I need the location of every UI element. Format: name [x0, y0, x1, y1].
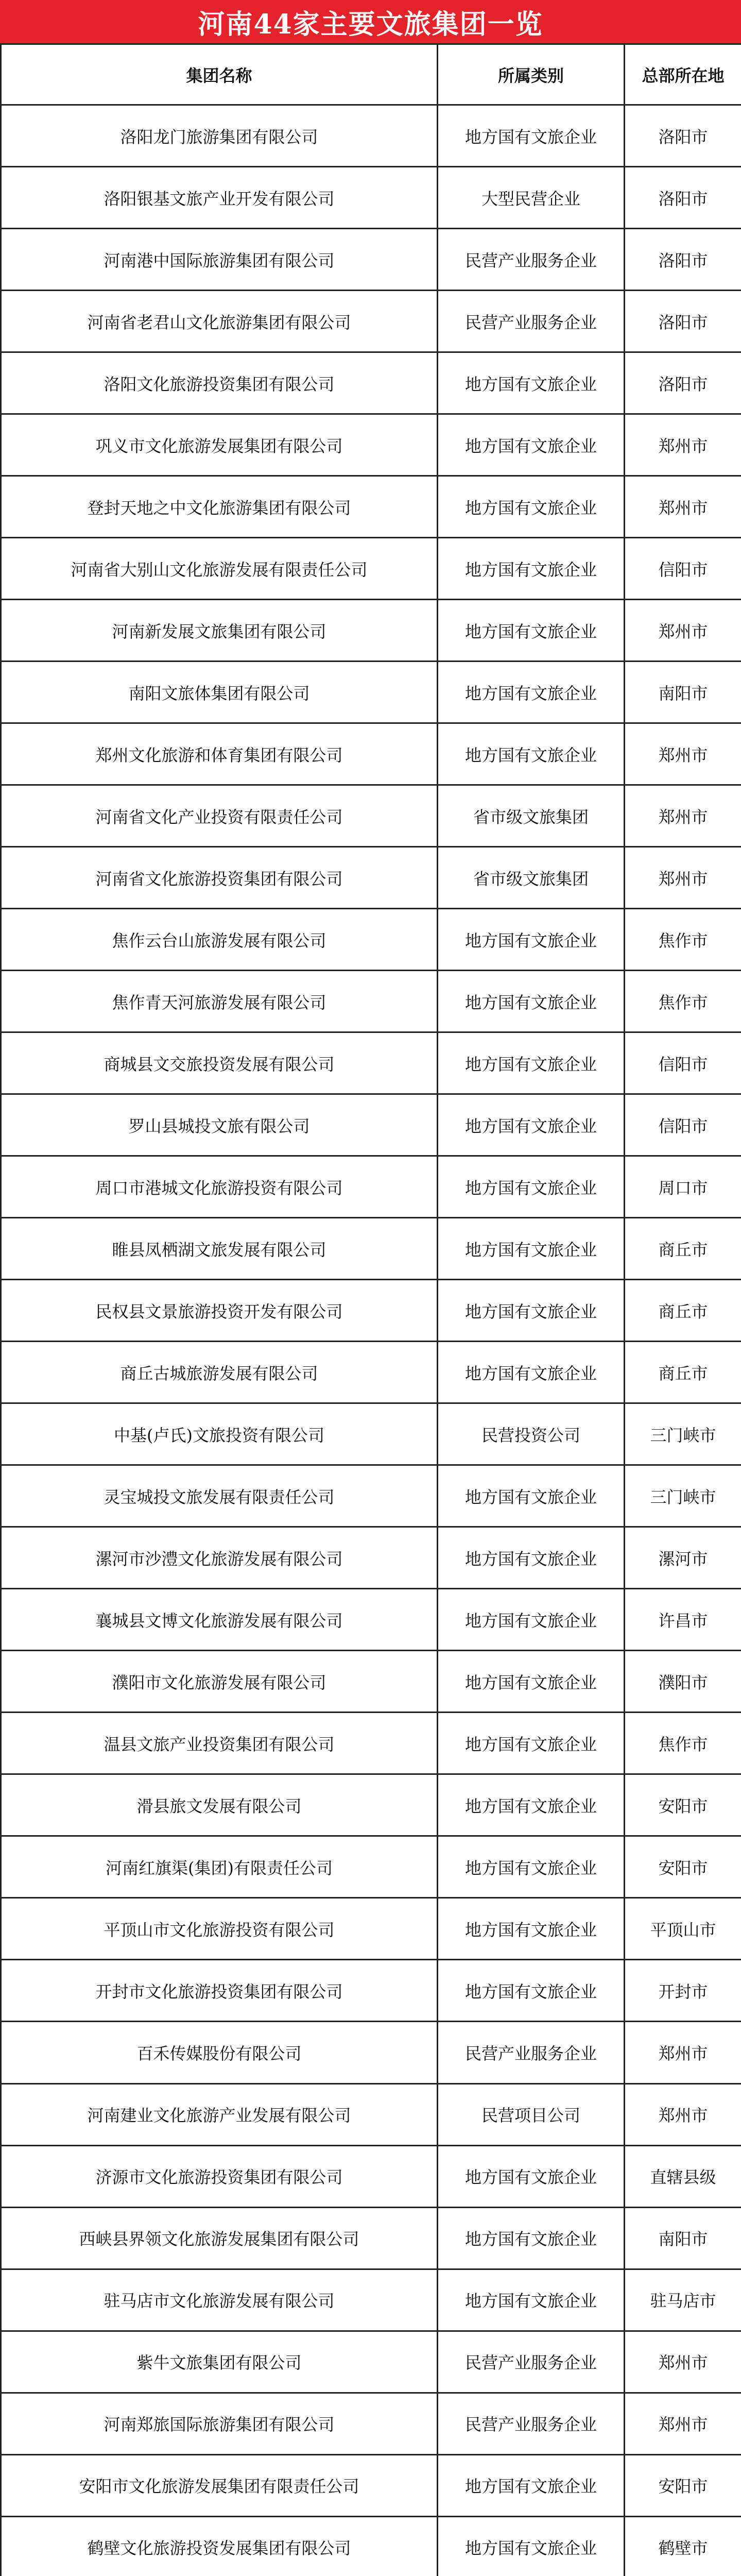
- category-cell: 地方国有文旅企业: [438, 1032, 625, 1094]
- table-row: [1, 2083, 741, 2145]
- category-cell: 省市级文旅集团: [438, 785, 625, 847]
- table-row: [1, 1651, 741, 1713]
- group-name-cell: 商城县文交旅投资发展有限公司: [1, 1032, 438, 1094]
- group-name-cell: 河南建业文化旅游产业发展有限公司: [1, 2083, 438, 2145]
- location-cell: 焦作市: [625, 1713, 741, 1774]
- table-row: [1, 2393, 741, 2454]
- category-cell: 地方国有文旅企业: [438, 414, 625, 476]
- group-name-cell: 漯河市沙澧文化旅游发展有限公司: [1, 1527, 438, 1589]
- group-name-cell: 罗山县城投文旅有限公司: [1, 1094, 438, 1156]
- table-row: [1, 2269, 741, 2331]
- category-cell: 地方国有文旅企业: [438, 1156, 625, 1218]
- location-cell: 郑州市: [625, 847, 741, 909]
- category-cell: 民营投资公司: [438, 1403, 625, 1465]
- group-name-cell: 登封天地之中文化旅游集团有限公司: [1, 476, 438, 538]
- header-name: 集团名称: [1, 44, 438, 105]
- category-cell: 地方国有文旅企业: [438, 1218, 625, 1280]
- location-cell: 直辖县级: [625, 2145, 741, 2207]
- location-cell: 濮阳市: [625, 1651, 741, 1713]
- location-cell: 商丘市: [625, 1280, 741, 1342]
- table-header-row: [1, 44, 741, 105]
- table-row: [1, 1094, 741, 1156]
- group-name-cell: 河南省老君山文化旅游集团有限公司: [1, 291, 438, 352]
- table-row: [1, 785, 741, 847]
- table-body: [1, 105, 741, 2576]
- category-cell: 地方国有文旅企业: [438, 1094, 625, 1156]
- table-row: [1, 1403, 741, 1465]
- table-row: [1, 2022, 741, 2083]
- table-row: [1, 2516, 741, 2576]
- location-cell: 南阳市: [625, 2207, 741, 2269]
- category-cell: 地方国有文旅企业: [438, 1465, 625, 1527]
- category-cell: 民营项目公司: [438, 2083, 625, 2145]
- group-name-cell: 灵宝城投文旅发展有限责任公司: [1, 1465, 438, 1527]
- group-name-cell: 河南郑旅国际旅游集团有限公司: [1, 2393, 438, 2454]
- table-row: [1, 1589, 741, 1651]
- group-name-cell: 紫牛文旅集团有限公司: [1, 2331, 438, 2393]
- header-category: 所属类别: [438, 44, 625, 105]
- location-cell: 郑州市: [625, 2331, 741, 2393]
- category-cell: 地方国有文旅企业: [438, 1774, 625, 1836]
- table-row: [1, 909, 741, 971]
- category-cell: 民营产业服务企业: [438, 291, 625, 352]
- table-row: [1, 414, 741, 476]
- location-cell: 开封市: [625, 1960, 741, 2022]
- table-row: [1, 1465, 741, 1527]
- category-cell: 地方国有文旅企业: [438, 1589, 625, 1651]
- location-cell: 郑州市: [625, 2083, 741, 2145]
- category-cell: 地方国有文旅企业: [438, 1713, 625, 1774]
- group-name-cell: 百禾传媒股份有限公司: [1, 2022, 438, 2083]
- category-cell: 地方国有文旅企业: [438, 1898, 625, 1960]
- table-row: [1, 476, 741, 538]
- location-cell: 南阳市: [625, 662, 741, 723]
- location-cell: 洛阳市: [625, 105, 741, 167]
- location-cell: 信阳市: [625, 538, 741, 600]
- location-cell: 漯河市: [625, 1527, 741, 1589]
- table-row: [1, 971, 741, 1032]
- table-row: [1, 723, 741, 785]
- category-cell: 民营产业服务企业: [438, 2022, 625, 2083]
- category-cell: 地方国有文旅企业: [438, 2269, 625, 2331]
- table-row: [1, 847, 741, 909]
- category-cell: 地方国有文旅企业: [438, 2516, 625, 2576]
- table-row: [1, 1898, 741, 1960]
- group-name-cell: 温县文旅产业投资集团有限公司: [1, 1713, 438, 1774]
- group-name-cell: 河南省文化产业投资有限责任公司: [1, 785, 438, 847]
- group-name-cell: 鹤壁文化旅游投资发展集团有限公司: [1, 2516, 438, 2576]
- group-name-cell: 襄城县文博文化旅游发展有限公司: [1, 1589, 438, 1651]
- group-name-cell: 河南新发展文旅集团有限公司: [1, 600, 438, 662]
- location-cell: 三门峡市: [625, 1465, 741, 1527]
- location-cell: 洛阳市: [625, 352, 741, 414]
- category-cell: 民营产业服务企业: [438, 2393, 625, 2454]
- table-row: [1, 538, 741, 600]
- location-cell: 安阳市: [625, 2454, 741, 2516]
- group-name-cell: 开封市文化旅游投资集团有限公司: [1, 1960, 438, 2022]
- category-cell: 地方国有文旅企业: [438, 352, 625, 414]
- location-cell: 郑州市: [625, 723, 741, 785]
- group-name-cell: 平顶山市文化旅游投资有限公司: [1, 1898, 438, 1960]
- table-row: [1, 1156, 741, 1218]
- group-name-cell: 濮阳市文化旅游发展有限公司: [1, 1651, 438, 1713]
- category-cell: 地方国有文旅企业: [438, 2145, 625, 2207]
- location-cell: 周口市: [625, 1156, 741, 1218]
- table-row: [1, 600, 741, 662]
- category-cell: 地方国有文旅企业: [438, 1836, 625, 1898]
- group-name-cell: 洛阳龙门旅游集团有限公司: [1, 105, 438, 167]
- location-cell: 郑州市: [625, 600, 741, 662]
- category-cell: 地方国有文旅企业: [438, 2454, 625, 2516]
- location-cell: 三门峡市: [625, 1403, 741, 1465]
- table-row: [1, 229, 741, 291]
- category-cell: 地方国有文旅企业: [438, 105, 625, 167]
- location-cell: 焦作市: [625, 909, 741, 971]
- location-cell: 驻马店市: [625, 2269, 741, 2331]
- location-cell: 郑州市: [625, 2393, 741, 2454]
- group-name-cell: 河南红旗渠(集团)有限责任公司: [1, 1836, 438, 1898]
- table-row: [1, 167, 741, 229]
- location-cell: 洛阳市: [625, 167, 741, 229]
- table-row: [1, 662, 741, 723]
- table-row: [1, 2207, 741, 2269]
- table-row: [1, 105, 741, 167]
- category-cell: 地方国有文旅企业: [438, 1280, 625, 1342]
- category-cell: 民营产业服务企业: [438, 2331, 625, 2393]
- group-name-cell: 焦作云台山旅游发展有限公司: [1, 909, 438, 971]
- table-row: [1, 1527, 741, 1589]
- group-name-cell: 民权县文景旅游投资开发有限公司: [1, 1280, 438, 1342]
- table-row: [1, 2454, 741, 2516]
- group-name-cell: 河南港中国际旅游集团有限公司: [1, 229, 438, 291]
- category-cell: 地方国有文旅企业: [438, 1651, 625, 1713]
- category-cell: 地方国有文旅企业: [438, 909, 625, 971]
- table-row: [1, 1960, 741, 2022]
- category-cell: 地方国有文旅企业: [438, 723, 625, 785]
- category-cell: 省市级文旅集团: [438, 847, 625, 909]
- group-name-cell: 河南省文化旅游投资集团有限公司: [1, 847, 438, 909]
- group-name-cell: 河南省大别山文化旅游发展有限责任公司: [1, 538, 438, 600]
- group-name-cell: 滑县旅文发展有限公司: [1, 1774, 438, 1836]
- category-cell: 地方国有文旅企业: [438, 600, 625, 662]
- table-row: [1, 1280, 741, 1342]
- location-cell: 郑州市: [625, 476, 741, 538]
- table-row: [1, 1774, 741, 1836]
- location-cell: 信阳市: [625, 1094, 741, 1156]
- location-cell: 洛阳市: [625, 291, 741, 352]
- location-cell: 信阳市: [625, 1032, 741, 1094]
- table-row: [1, 291, 741, 352]
- location-cell: 郑州市: [625, 785, 741, 847]
- group-name-cell: 中基(卢氏)文旅投资有限公司: [1, 1403, 438, 1465]
- location-cell: 郑州市: [625, 2022, 741, 2083]
- category-cell: 民营产业服务企业: [438, 229, 625, 291]
- category-cell: 地方国有文旅企业: [438, 1342, 625, 1403]
- category-cell: 地方国有文旅企业: [438, 1527, 625, 1589]
- location-cell: 鹤壁市: [625, 2516, 741, 2576]
- table-row: [1, 352, 741, 414]
- group-name-cell: 南阳文旅体集团有限公司: [1, 662, 438, 723]
- location-cell: 安阳市: [625, 1774, 741, 1836]
- group-name-cell: 焦作青天河旅游发展有限公司: [1, 971, 438, 1032]
- location-cell: 许昌市: [625, 1589, 741, 1651]
- table-row: [1, 1218, 741, 1280]
- location-cell: 洛阳市: [625, 229, 741, 291]
- category-cell: 地方国有文旅企业: [438, 2207, 625, 2269]
- group-name-cell: 商丘古城旅游发展有限公司: [1, 1342, 438, 1403]
- group-name-cell: 安阳市文化旅游发展集团有限责任公司: [1, 2454, 438, 2516]
- header-location: 总部所在地: [625, 44, 741, 105]
- category-cell: 地方国有文旅企业: [438, 662, 625, 723]
- table-row: [1, 1032, 741, 1094]
- table-row: [1, 1713, 741, 1774]
- group-name-cell: 洛阳文化旅游投资集团有限公司: [1, 352, 438, 414]
- location-cell: 郑州市: [625, 414, 741, 476]
- group-name-cell: 洛阳银基文旅产业开发有限公司: [1, 167, 438, 229]
- category-cell: 地方国有文旅企业: [438, 1960, 625, 2022]
- location-cell: 安阳市: [625, 1836, 741, 1898]
- location-cell: 商丘市: [625, 1342, 741, 1403]
- group-name-cell: 睢县凤栖湖文旅发展有限公司: [1, 1218, 438, 1280]
- category-cell: 地方国有文旅企业: [438, 538, 625, 600]
- table-row: [1, 1342, 741, 1403]
- table-row: [1, 1836, 741, 1898]
- category-cell: 地方国有文旅企业: [438, 476, 625, 538]
- group-name-cell: 巩义市文化旅游发展集团有限公司: [1, 414, 438, 476]
- groups-table: [0, 43, 741, 2576]
- group-name-cell: 周口市港城文化旅游投资有限公司: [1, 1156, 438, 1218]
- location-cell: 商丘市: [625, 1218, 741, 1280]
- group-name-cell: 驻马店市文化旅游发展有限公司: [1, 2269, 438, 2331]
- page-title: 河南44家主要文旅集团一览: [0, 0, 741, 43]
- category-cell: 地方国有文旅企业: [438, 971, 625, 1032]
- category-cell: 大型民营企业: [438, 167, 625, 229]
- table-row: [1, 2331, 741, 2393]
- location-cell: 焦作市: [625, 971, 741, 1032]
- table-row: [1, 2145, 741, 2207]
- group-name-cell: 西峡县界领文化旅游发展集团有限公司: [1, 2207, 438, 2269]
- location-cell: 平顶山市: [625, 1898, 741, 1960]
- group-name-cell: 郑州文化旅游和体育集团有限公司: [1, 723, 438, 785]
- group-name-cell: 济源市文化旅游投资集团有限公司: [1, 2145, 438, 2207]
